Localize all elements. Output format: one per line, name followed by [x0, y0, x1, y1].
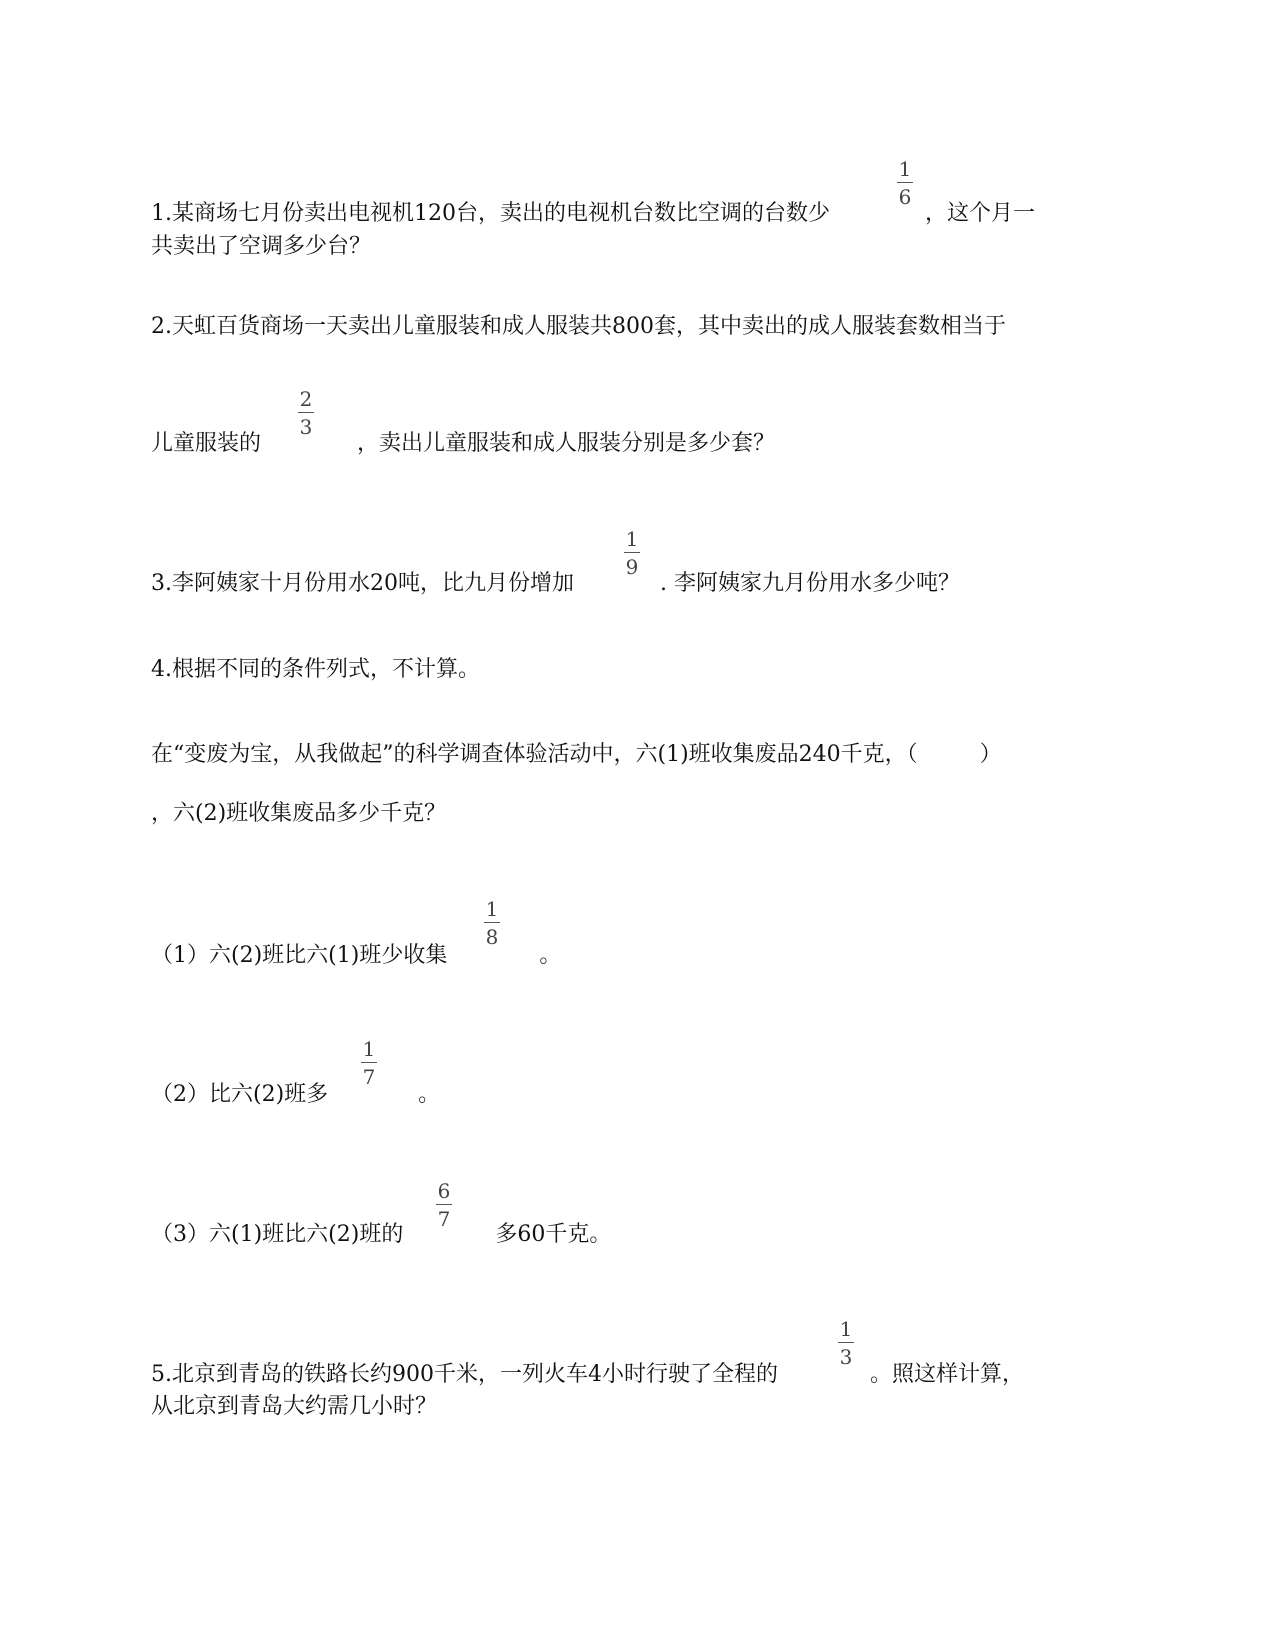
- q3-text-tail: . 李阿姨家九月份用水多少吨？: [660, 571, 960, 596]
- q2-fraction-numerator: 2: [299, 387, 313, 411]
- q5-fraction-bar: [838, 1342, 854, 1343]
- q4-sub2-text-tail: 。: [418, 1082, 441, 1107]
- q4-title-text: 4.根据不同的条件列式，不计算。: [151, 657, 480, 682]
- q4-stem-line-1: [151, 741, 1002, 769]
- q4-sub3-line: [151, 1221, 611, 1249]
- q4-stem-line-2: [151, 800, 446, 828]
- q5-text: 5.北京到青岛的铁路长约900千米，一列火车4小时行驶了全程的: [151, 1362, 778, 1387]
- q4-sub2-fraction-denominator: 7: [362, 1065, 376, 1089]
- q4-sub3-fraction-numerator: 6: [437, 1179, 451, 1203]
- q4-sub1-fraction: [484, 898, 500, 948]
- q5-text-tail: 。照这样计算，: [869, 1362, 1024, 1387]
- q1-text: 1.某商场七月份卖出电视机120台，卖出的电视机台数比空调的台数少: [151, 201, 830, 226]
- q4-stem-question: ，六(2)班收集废品多少千克？: [151, 801, 447, 826]
- q5-line-2: [151, 1393, 437, 1421]
- q2-text: 2.天虹百货商场一天卖出儿童服装和成人服装共800套，其中卖出的成人服装套数相当于: [151, 314, 1006, 339]
- q3-text-head: 3.李阿姨家十月份用水20吨，比九月份增加: [151, 571, 574, 596]
- q2-text-head: 儿童服装的: [151, 431, 262, 456]
- q1-fraction-numerator: 1: [898, 157, 912, 181]
- q1-text-tail: ，这个月一: [924, 201, 1035, 226]
- q1-fraction-bar: [897, 182, 913, 183]
- q5-line-1: [151, 1361, 1024, 1389]
- q4-sub1-fraction-denominator: 8: [485, 925, 499, 949]
- q1-line-1: [151, 200, 1035, 228]
- q4-sub3-text-head: （3）六(1)班比六(2)班的: [151, 1222, 404, 1247]
- q1-question: 共卖出了空调多少台？: [151, 234, 372, 259]
- q4-sub1-line: [151, 942, 561, 970]
- q4-sub2-fraction-bar: [361, 1062, 377, 1063]
- q4-sub2-text-head: （2）比六(2)班多: [151, 1082, 329, 1107]
- q4-sub1-fraction-numerator: 1: [485, 897, 499, 921]
- q3-line: [151, 570, 960, 598]
- q4-sub2-fraction-numerator: 1: [362, 1037, 376, 1061]
- q4-sub1-text-tail: 。: [539, 943, 562, 968]
- q4-title: [151, 656, 480, 684]
- q5-fraction-numerator: 1: [839, 1317, 853, 1341]
- q4-sub1-fraction-bar: [484, 922, 500, 923]
- q3-fraction-bar: [624, 552, 640, 553]
- q1-line-2: [151, 233, 371, 261]
- q2-line-1: [151, 313, 1006, 341]
- q4-sub3-fraction-bar: [436, 1204, 452, 1205]
- q4-stem-close-paren: ）: [979, 742, 1002, 767]
- q5-fraction-denominator: 3: [839, 1345, 853, 1369]
- q2-fraction-denominator: 3: [299, 415, 313, 439]
- q3-fraction-numerator: 1: [625, 527, 639, 551]
- q1-fraction-denominator: 6: [898, 185, 912, 209]
- q2-line-2: [151, 430, 775, 458]
- q5-question: 从北京到青岛大约需几小时？: [151, 1394, 438, 1419]
- q2-fraction-bar: [298, 412, 314, 413]
- q3-fraction-denominator: 9: [625, 555, 639, 579]
- q4-sub1-text-head: （1）六(2)班比六(1)班少收集: [151, 943, 448, 968]
- q4-sub3-fraction-denominator: 7: [437, 1207, 451, 1231]
- q4-sub2-line: [151, 1081, 440, 1109]
- q4-sub3-text-tail: 多60千克。: [495, 1222, 612, 1247]
- q2-text-tail: ，卖出儿童服装和成人服装分别是多少套？: [357, 431, 776, 456]
- q4-stem-text: 在“变废为宝，从我做起”的科学调查体验活动中，六(1)班收集废品240千克，（: [151, 742, 918, 767]
